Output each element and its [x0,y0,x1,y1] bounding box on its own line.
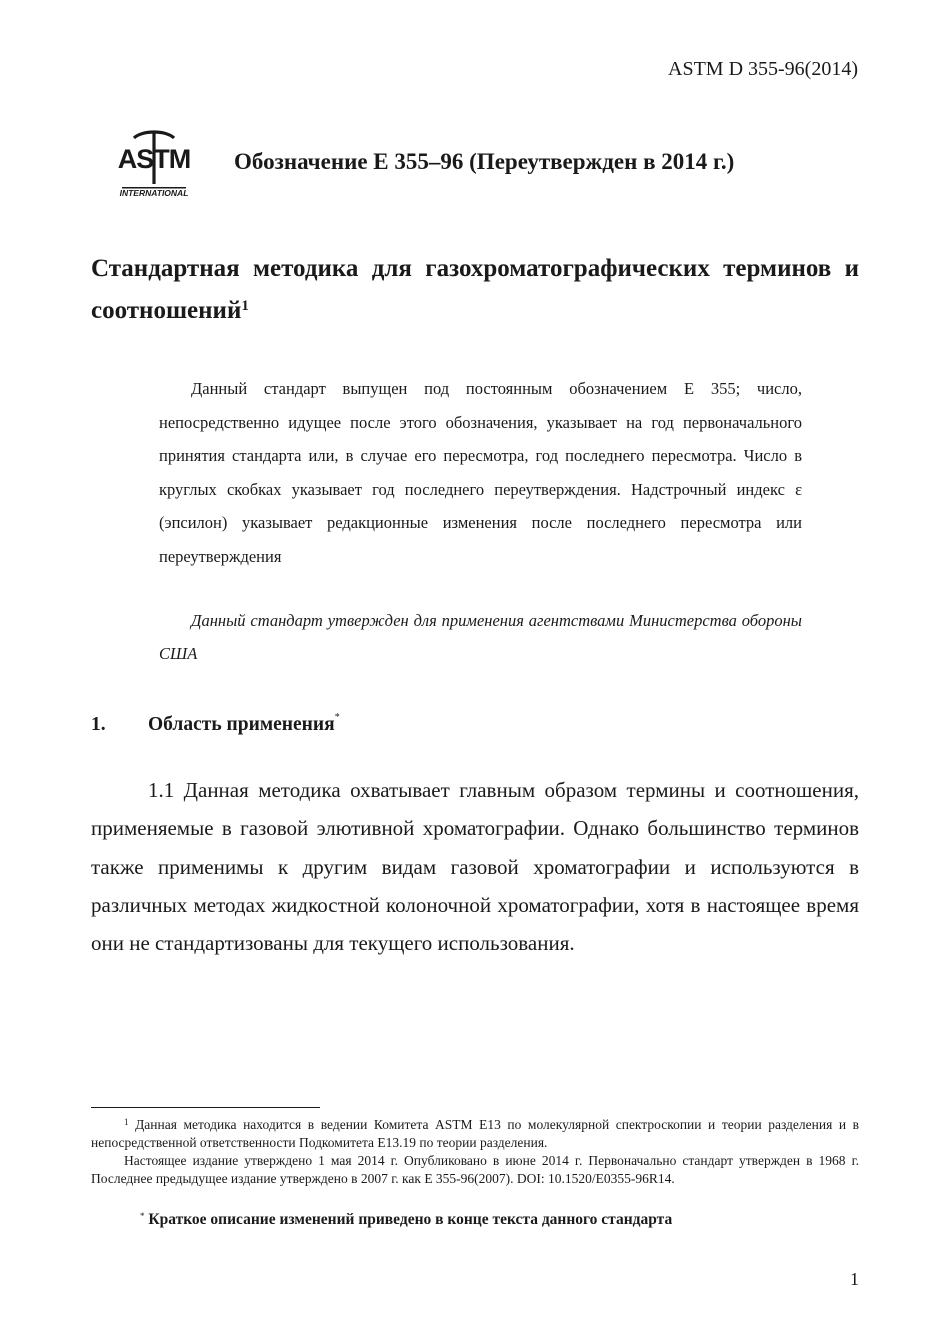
section-1-title-text: Область применения [148,714,335,735]
section-1-title [148,714,340,736]
footnote-1 [91,1116,859,1151]
footnote-divider [91,1107,320,1108]
dod-notice: Данный стандарт утвержден для применения агентствами Министерства обороны США [159,611,802,663]
section-1-number: 1. [91,714,106,735]
document-designation: Обозначение E 355–96 (Переутвержден в 2014 г.) [234,149,735,174]
standard-notice: Данный стандарт выпущен под постоянным обозначением E 355; число, непосредственно идущее после этого обозначения, указывает на год первоначального принятия стандарта или, в случае его пересмотра, год последнего пересмотра. Число в круглых скобках указывает год последнего переутверждения. Надстрочный индекс ε (эпсилон) указывает редакционные изменения после последнего пересмотра или переутверждения [159,379,802,566]
document-title [91,248,859,332]
astm-logo-caption: INTERNATIONAL [119,188,189,198]
title-footnote-ref: 1 [241,298,249,314]
page-number: 1 [850,1269,859,1289]
footnote-edition: Настоящее издание утверждено 1 мая 2014 г. Опубликовано в июне 2014 г. Первоначально стандарт утвержден в 1968 г. Последнее предыдущее издание утверждено в 2007 г. как E 355-96(2007). DOI: 10.1520/E0355-96R14. [91,1153,859,1186]
astm-logo-letters: ASTM [117,144,191,174]
header-standard-code: ASTM D 355-96(2014) [668,58,858,80]
footnote-1-text: Данная методика находится в ведении Комитета ASTM E13 по молекулярной спектроскопии и теории разделения и в непосредственной ответственности Подкомитета E13.19 по теории разделения. [91,1117,860,1150]
document-title-text: Стандартная методика для газохроматографических терминов и соотношений [91,255,859,324]
footnote-changes-text: Краткое описание изменений приведено в конце текста данного стандарта [148,1211,673,1228]
section-1-paragraph: 1.1 Данная методика охватывает главным образом термины и соотношения, применяемые в газовой элютивной хроматографии. Однако большинство терминов также применимы к другим видам газовой хроматографии и используются в различных методах жидкостной колоночной хроматографии, хотя в настоящее время они не стандартизованы для текущего использования. [91,778,859,956]
section-1-marker: * [334,712,340,723]
footnote-changes [140,1211,672,1229]
footnote-1-marker: 1 [124,1117,129,1127]
astm-logo [112,128,196,200]
footnote-changes-marker: * [140,1211,145,1221]
